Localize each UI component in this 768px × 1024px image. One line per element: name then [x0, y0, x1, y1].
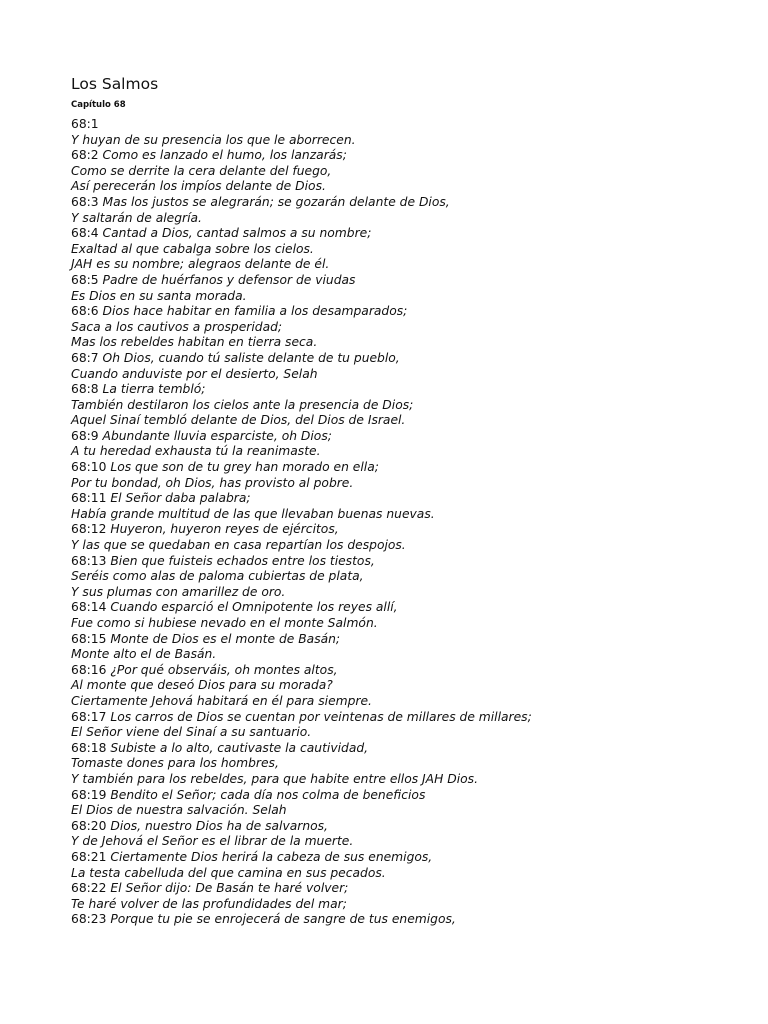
verse-text: Cuando esparció el Omnipotente los reyes allí,	[110, 600, 398, 615]
verse-text: Fue como si hubiese nevado en el monte Salmón.	[71, 616, 378, 630]
verse-text: Oh Dios, cuando tú saliste delante de tu pueblo,	[102, 350, 400, 365]
verse-continuation-line	[71, 367, 751, 383]
verse-text: Mas los rebeldes habitan en tierra seca.	[71, 335, 318, 350]
verse-text: El Dios de nuestra salvación. Selah	[71, 803, 287, 818]
verse-text: Aquel Sinaí tembló delante de Dios, del Dios de Israel.	[71, 413, 406, 428]
verse-line	[71, 429, 751, 445]
verse-text: La testa cabelluda del que camina en sus pecados.	[71, 865, 386, 880]
verse-continuation-line	[71, 834, 751, 850]
verse-line	[71, 632, 751, 648]
verse-text: Como se derrite la cera delante del fuego,	[71, 163, 332, 178]
verse-list	[71, 117, 751, 928]
verse-continuation-line	[71, 289, 751, 305]
verse-text: Al monte que deseó Dios para su morada?	[71, 678, 333, 693]
verse-text: Monte de Dios es el monte de Basán;	[110, 631, 341, 646]
verse-text: Y huyan de su presencia los que le aborrecen.	[71, 132, 356, 147]
verse-line	[71, 788, 751, 804]
verse-text: Y las que se quedaban en casa repartían los despojos.	[71, 538, 406, 553]
verse-text: Es Dios en su santa morada.	[71, 288, 247, 303]
verse-text: Tomaste dones para los hombres,	[71, 756, 279, 771]
verse-number: 68:6	[71, 304, 103, 319]
verse-number: 68:16	[71, 662, 111, 677]
verse-line	[71, 881, 751, 897]
verse-continuation-line	[71, 585, 751, 601]
verse-line	[71, 741, 751, 757]
verse-number: 68:15	[71, 631, 111, 646]
verse-continuation-line	[71, 538, 751, 554]
verse-text: Padre de huérfanos y defensor de viudas	[102, 272, 356, 287]
verse-number: 68:1	[71, 117, 99, 131]
verse-line	[71, 273, 751, 289]
verse-line	[71, 117, 751, 133]
verse-line	[71, 226, 751, 242]
verse-text: Exaltad al que cabalga sobre los cielos.	[71, 241, 314, 256]
verse-line	[71, 382, 751, 398]
verse-continuation-line	[71, 507, 751, 523]
verse-continuation-line	[71, 257, 751, 273]
verse-continuation-line	[71, 694, 751, 710]
verse-line	[71, 912, 751, 928]
verse-line	[71, 850, 751, 866]
document-page	[71, 74, 751, 928]
verse-number: 68:10	[71, 460, 111, 475]
verse-continuation-line	[71, 444, 751, 460]
verse-number: 68:17	[71, 709, 111, 724]
verse-text: Huyeron, huyeron reyes de ejércitos,	[110, 522, 339, 537]
verse-text: Por tu bondad, oh Dios, has provisto al pobre.	[71, 475, 354, 490]
verse-continuation-line	[71, 803, 751, 819]
verse-number: 68:12	[71, 522, 111, 537]
verse-number: 68:9	[71, 428, 103, 443]
verse-text: Y sus plumas con amarillez de oro.	[71, 584, 286, 599]
verse-number: 68:22	[71, 881, 111, 896]
verse-line	[71, 304, 751, 320]
verse-continuation-line	[71, 772, 751, 788]
verse-line	[71, 600, 751, 616]
verse-text: Y también para los rebeldes, para que habite entre ellos JAH Dios.	[71, 771, 478, 786]
verse-text: Ciertamente Jehová habitará en él para siempre.	[71, 693, 372, 708]
verse-text: Y saltarán de alegría.	[71, 210, 202, 225]
verse-number: 68:19	[71, 787, 111, 802]
chapter-heading: Capítulo 68	[71, 100, 126, 110]
verse-text: Así perecerán los impíos delante de Dios.	[71, 179, 326, 194]
verse-text: Saca a los cautivos a prosperidad;	[71, 319, 283, 334]
verse-continuation-line	[71, 179, 751, 195]
verse-continuation-line	[71, 897, 751, 913]
verse-continuation-line	[71, 616, 751, 632]
verse-number: 68:2	[71, 148, 103, 163]
verse-continuation-line	[71, 211, 751, 227]
verse-number: 68:3	[71, 194, 103, 209]
verse-continuation-line	[71, 335, 751, 351]
verse-continuation-line	[71, 866, 751, 882]
verse-text: Cantad a Dios, cantad salmos a su nombre;	[102, 226, 372, 241]
verse-number: 68:5	[71, 272, 103, 287]
verse-continuation-line	[71, 678, 751, 694]
verse-text: También destilaron los cielos ante la presencia de Dios;	[71, 397, 414, 412]
verse-line	[71, 460, 751, 476]
verse-line	[71, 522, 751, 538]
book-title: Los Salmos	[71, 75, 159, 93]
verse-number: 68:13	[71, 553, 111, 568]
verse-number: 68:21	[71, 849, 111, 864]
verse-text: Los que son de tu grey han morado en ella;	[110, 460, 379, 475]
verse-continuation-line	[71, 164, 751, 180]
verse-text: Dios, nuestro Dios ha de salvarnos,	[110, 818, 328, 833]
verse-text: Había grande multitud de las que llevaban buenas nuevas.	[71, 506, 435, 521]
verse-text: La tierra tembló;	[102, 382, 206, 397]
verse-continuation-line	[71, 756, 751, 772]
verse-line	[71, 148, 751, 164]
verse-continuation-line	[71, 133, 751, 149]
verse-line	[71, 710, 751, 726]
verse-line	[71, 819, 751, 835]
verse-continuation-line	[71, 476, 751, 492]
verse-text: Subiste a lo alto, cautivaste la cautividad,	[110, 740, 369, 755]
verse-line	[71, 351, 751, 367]
verse-text: Dios hace habitar en familia a los desamparados;	[102, 304, 408, 319]
verse-text: Bien que fuisteis echados entre los tiestos,	[110, 553, 375, 568]
verse-text: Seréis como alas de paloma cubiertas de plata,	[71, 569, 364, 584]
verse-continuation-line	[71, 242, 751, 258]
verse-text: Como es lanzado el humo, los lanzarás;	[102, 148, 347, 163]
verse-number: 68:20	[71, 818, 111, 833]
verse-line	[71, 491, 751, 507]
verse-text: ¿Por qué observáis, oh montes altos,	[110, 662, 338, 677]
verse-number: 68:4	[71, 226, 103, 241]
verse-line	[71, 195, 751, 211]
verse-continuation-line	[71, 398, 751, 414]
verse-text: Mas los justos se alegrarán; se gozarán delante de Dios,	[102, 194, 450, 209]
verse-continuation-line	[71, 413, 751, 429]
verse-text: Y de Jehová el Señor es el librar de la muerte.	[71, 834, 354, 849]
verse-text: El Señor viene del Sinaí a su santuario.	[71, 725, 312, 740]
verse-number: 68:8	[71, 382, 103, 397]
verse-line	[71, 663, 751, 679]
verse-text: Bendito el Señor; cada día nos colma de beneficios	[110, 787, 426, 802]
verse-text: Cuando anduviste por el desierto, Selah	[71, 366, 318, 381]
verse-continuation-line	[71, 569, 751, 585]
verse-text: Ciertamente Dios herirá la cabeza de sus enemigos,	[110, 849, 433, 864]
verse-line	[71, 554, 751, 570]
verse-text: Los carros de Dios se cuentan por veintenas de millares de millares;	[110, 709, 532, 724]
verse-continuation-line	[71, 647, 751, 663]
verse-number: 68:7	[71, 350, 103, 365]
verse-number: 68:14	[71, 600, 111, 615]
verse-text: Te haré volver de las profundidades del mar;	[71, 896, 347, 911]
verse-number: 68:23	[71, 912, 111, 927]
verse-number: 68:11	[71, 491, 111, 506]
verse-text: El Señor daba palabra;	[110, 491, 251, 506]
verse-text: Abundante lluvia esparciste, oh Dios;	[102, 428, 332, 443]
verse-text: El Señor dijo: De Basán te haré volver;	[110, 881, 349, 896]
verse-continuation-line	[71, 725, 751, 741]
verse-text: Porque tu pie se enrojecerá de sangre de tus enemigos,	[110, 912, 456, 927]
verse-text: JAH es su nombre; alegraos delante de él.	[71, 257, 330, 272]
verse-continuation-line	[71, 320, 751, 336]
verse-text: A tu heredad exhausta tú la reanimaste.	[71, 444, 321, 459]
verse-text: Monte alto el de Basán.	[71, 647, 217, 662]
verse-number: 68:18	[71, 740, 111, 755]
